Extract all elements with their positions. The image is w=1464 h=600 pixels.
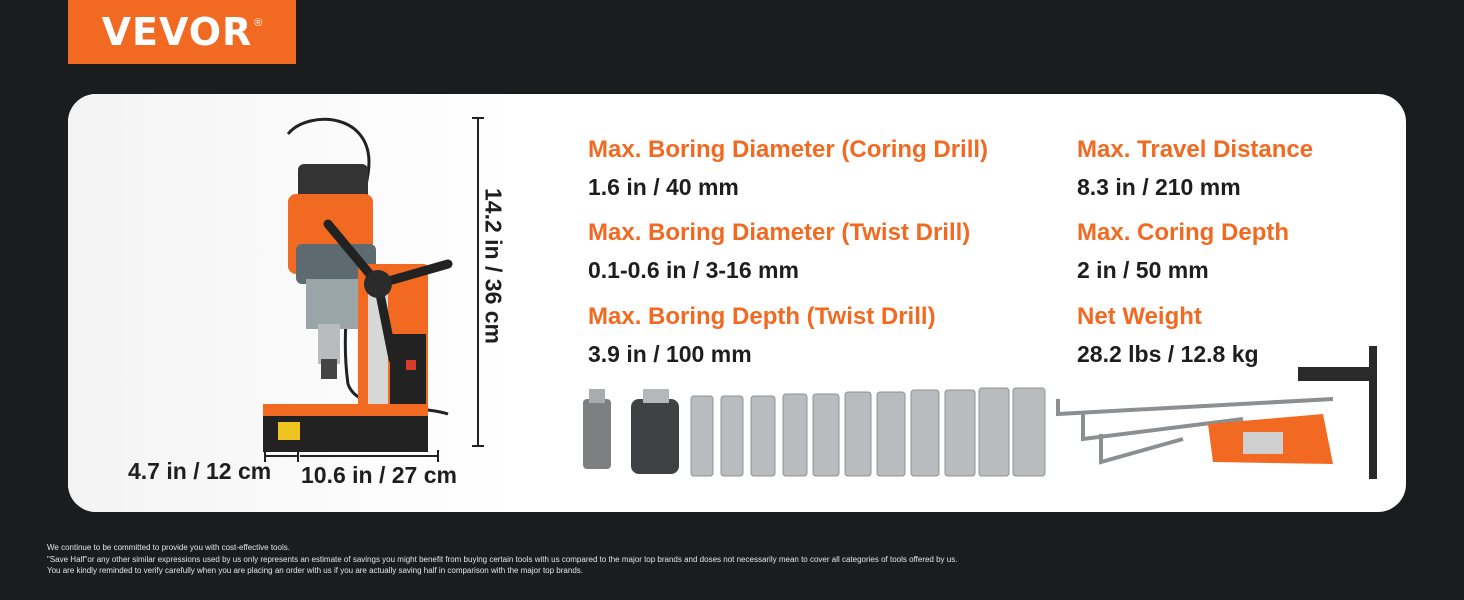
spec-value: 0.1-0.6 in / 3-16 mm: [588, 257, 799, 283]
spec-label: Max. Travel Distance: [1077, 136, 1314, 163]
spec-boring-diameter-twist: [588, 219, 970, 284]
spec-label: Max. Coring Depth: [1077, 219, 1290, 246]
depth-dimension: 4.7 in / 12 cm: [128, 458, 272, 484]
spec-travel-distance: [1077, 136, 1313, 201]
spec-value: 1.6 in / 40 mm: [588, 174, 739, 200]
spec-label: Net Weight: [1077, 303, 1202, 330]
vevor-logo[interactable]: [68, 0, 296, 64]
width-dimension: 10.6 in / 27 cm: [301, 462, 457, 488]
height-dimension: 14.2 in / 36 cm: [480, 188, 507, 344]
spec-label: Max. Boring Diameter (Coring Drill): [588, 136, 989, 163]
footer-line: You are kindly reminded to verify carefully when you are placing an order with us if you are actually saving half in comparison with the major top brands.: [47, 566, 583, 575]
logo-text: VEVOR: [101, 10, 253, 54]
accessories-image: [573, 344, 1393, 484]
magnetic-drill-press-image: [218, 114, 468, 454]
spec-label: Max. Boring Depth (Twist Drill): [588, 303, 936, 330]
footer-line: "Save Half"or any other similar expressions used by us only represents an estimate of savings you might benefit from buying certain tools with us compared to the major top brands and doses not necessarily mean to cover all categories of tools offered by us.: [47, 554, 958, 564]
spec-boring-diameter-coring: [588, 136, 988, 201]
registered-mark: ®: [254, 17, 263, 29]
spec-label: Max. Boring Diameter (Twist Drill): [588, 219, 971, 246]
disclaimer-footer: [47, 542, 957, 577]
spec-coring-depth: [1077, 219, 1289, 284]
spec-value: 28.2 lbs / 12.8 kg: [1077, 341, 1259, 367]
spec-value: 8.3 in / 210 mm: [1077, 174, 1241, 200]
spec-value: 3.9 in / 100 mm: [588, 341, 752, 367]
spec-value: 2 in / 50 mm: [1077, 257, 1209, 283]
product-spec-card: [68, 94, 1406, 512]
footer-line: We continue to be committed to provide you with cost-effective tools.: [47, 543, 290, 552]
